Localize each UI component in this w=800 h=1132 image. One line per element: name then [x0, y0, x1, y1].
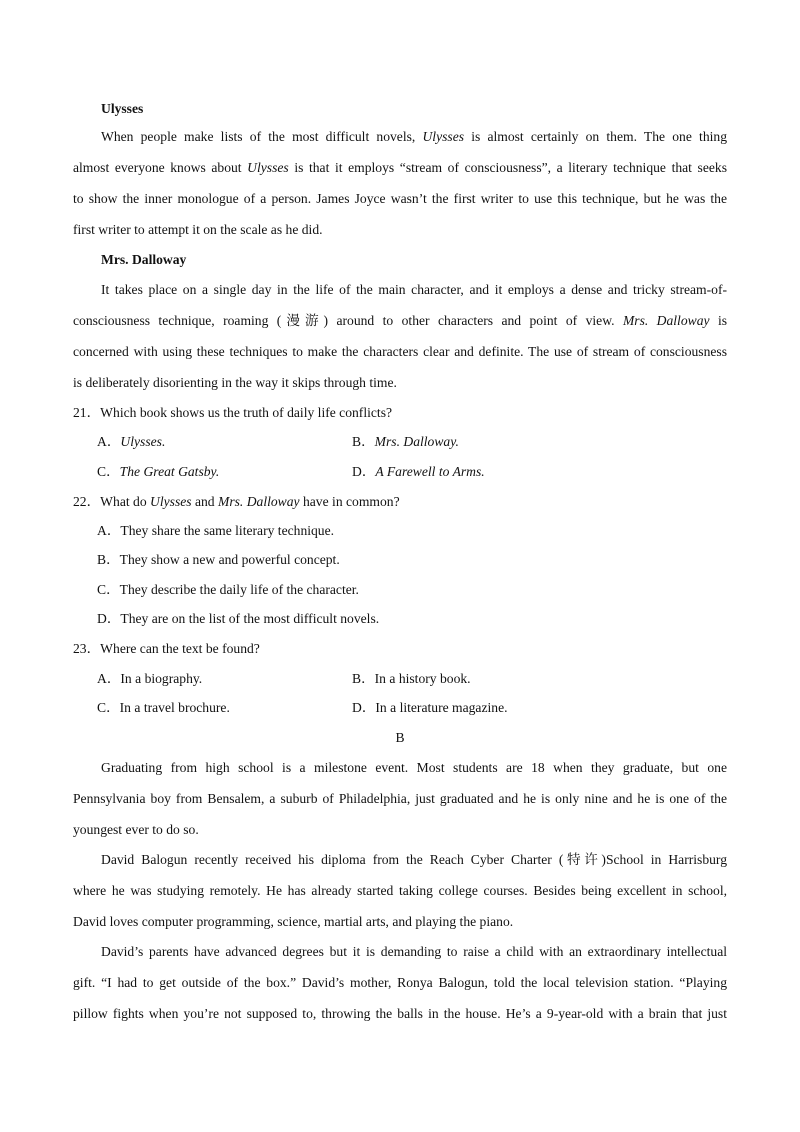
- question-23-stem: 23．Where can the text be found?: [73, 641, 260, 656]
- q21-option-d: D．A Farewell to Arms.: [352, 464, 485, 479]
- dalloway-line-3: concerned with using these techniques to make the characters clear and definite. The use of stream of consciousness: [73, 344, 727, 359]
- passage-b-p1-line-3: youngest ever to do so.: [73, 822, 199, 837]
- dalloway-line-2: consciousness technique, roaming (漫游) around to other characters and point of view. Mrs. Dalloway is: [73, 313, 728, 328]
- passage-b-p3-line-1: David’s parents have advanced degrees but it is demanding to raise a child with an extraordinary intellectual: [101, 944, 727, 959]
- q23-option-c: C．In a travel brochure.: [97, 700, 230, 715]
- dalloway-line-1: It takes place on a single day in the life of the main character, and it employs a dense and tricky stream-of-: [101, 282, 727, 297]
- question-22-stem: 22．What do Ulysses and Mrs. Dalloway have in common?: [73, 494, 400, 509]
- heading-dalloway: Mrs. Dalloway: [101, 252, 187, 267]
- q22-option-d: D．They are on the list of the most difficult novels.: [97, 611, 380, 626]
- q23-option-d: D．In a literature magazine.: [352, 700, 508, 715]
- ulysses-line-3: to show the inner monologue of a person. James Joyce wasn’t the first writer to use this technique, but he was the: [73, 191, 727, 206]
- q21-option-c: C．The Great Gatsby.: [97, 464, 220, 479]
- passage-b-p2-line-1: David Balogun recently received his diploma from the Reach Cyber Charter (特许)School in Harrisburg: [101, 852, 727, 867]
- dalloway-line-4: is deliberately disorienting in the way it skips through time.: [73, 375, 397, 390]
- passage-b-marker: B: [395, 730, 405, 745]
- q21-option-a: A．Ulysses.: [97, 434, 166, 449]
- heading-ulysses: Ulysses: [101, 101, 144, 116]
- question-21-stem: 21．Which book shows us the truth of daily life conflicts?: [73, 405, 393, 420]
- q22-option-c: C．They describe the daily life of the character.: [97, 582, 359, 597]
- passage-b-p3-line-2: gift. “I had to get outside of the box.” David’s mother, Ronya Balogun, told the local television station. “Playing: [73, 975, 727, 990]
- q22-option-a: A．They share the same literary technique.: [97, 523, 335, 538]
- ulysses-line-2: almost everyone knows about Ulysses is that it employs “stream of consciousness”, a literary technique that seeks: [73, 160, 727, 175]
- ulysses-line-1: When people make lists of the most difficult novels, Ulysses is almost certainly on them. The one thing: [101, 129, 727, 144]
- passage-b-p2-line-3: David loves computer programming, science, martial arts, and playing the piano.: [73, 914, 514, 929]
- q23-option-a: A．In a biography.: [97, 671, 203, 686]
- passage-b-p3-line-3: pillow fights when you’re not supposed to, throwing the balls in the house. He’s a 9-year-old with a brain that just: [73, 1006, 727, 1021]
- ulysses-line-4: first writer to attempt it on the scale as he did.: [73, 222, 323, 237]
- passage-b-p1-line-1: Graduating from high school is a milestone event. Most students are 18 when they graduate, but one: [101, 760, 727, 775]
- q22-option-b: B．They show a new and powerful concept.: [97, 552, 340, 567]
- q21-option-b: B．Mrs. Dalloway.: [352, 434, 459, 449]
- passage-b-p1-line-2: Pennsylvania boy from Bensalem, a suburb of Philadelphia, just graduated and he is only nine and he is one of the: [73, 791, 727, 806]
- passage-b-p2-line-2: where he was studying remotely. He has already started taking college courses. Besides being excellent in school,: [73, 883, 727, 898]
- q23-option-b: B．In a history book.: [352, 671, 471, 686]
